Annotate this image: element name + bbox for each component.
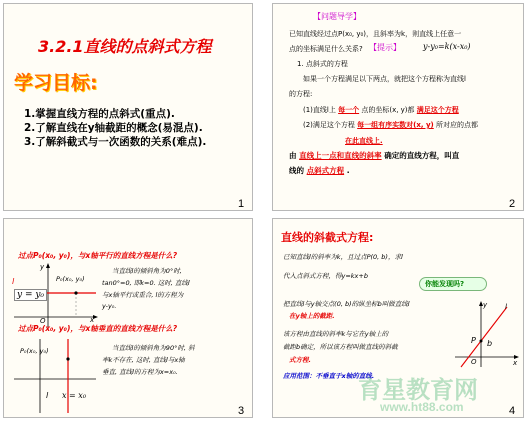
text-line: 点的坐标满足什么关系? <box>289 45 363 53</box>
condition-2 <box>303 120 478 130</box>
point-p0 <box>74 291 77 294</box>
text-line: 把直线l与y轴交点(0, b)的纵坐标b叫做直线l <box>283 300 410 308</box>
learning-goals-heading: 学习目标: <box>14 72 98 94</box>
fill-blank: 在此直线上. <box>345 137 383 145</box>
text-span: 所对应的点都 <box>435 121 478 129</box>
formula: y-y₀=k(x-x₀) <box>423 42 471 51</box>
line-l <box>461 307 507 367</box>
question-tag: 【问题导学】 <box>313 12 361 21</box>
highlight: 点斜式方程 <box>306 166 345 175</box>
text-span: 由 <box>289 151 297 160</box>
text-span: (2)满足这个方程 <box>303 121 355 129</box>
slide-title: 3.2.1直线的点斜式方程 <box>38 37 212 56</box>
section-heading: 1. 点斜式的方程 <box>297 60 348 68</box>
text-line: 代入点斜式方程，得y=kx+b <box>283 272 368 280</box>
equation-label: y = y₀ <box>14 289 47 301</box>
fill-blank: 每一个 <box>338 106 360 114</box>
line-label-l: l <box>46 391 49 400</box>
figure-label-o: O <box>471 358 477 366</box>
text-span: 点的坐标(x, y)都 <box>361 106 415 114</box>
watermark-text: 育星教育网 <box>358 376 478 404</box>
slide-title: 直线的斜截式方程: <box>281 231 374 244</box>
text-span: . <box>346 166 350 175</box>
objective-2: 2.了解直线在y轴截距的概念(易混点). <box>24 122 203 134</box>
watermark-url: www.ht88.com <box>380 400 464 414</box>
callout-text: 你能发现吗? <box>425 280 465 288</box>
highlight: 直线上一点和直线的斜率 <box>299 151 382 160</box>
slide-2-thumbnail[interactable] <box>272 3 524 211</box>
figure-label-y: y <box>483 301 488 309</box>
text-line: 已知直线经过点P(x₀, y₀)，且斜率为k，则直线上任意一 <box>289 30 462 38</box>
text-line: 应用范围：不垂直于x轴的直线. <box>283 372 375 380</box>
axis-label-y: y <box>40 263 45 271</box>
question-2: 过点P₀(x₀, y₀)，与x轴垂直的直线方程是什么? <box>18 324 178 333</box>
equation-label: x = x₀ <box>62 391 87 400</box>
definition-line <box>289 165 350 176</box>
page-number: 4 <box>509 405 516 417</box>
objective-3: 3.了解斜截式与一次函数的关系(难点). <box>24 136 207 148</box>
point-label: P₀(x₀, y₀) <box>20 347 49 355</box>
fill-blank: 每一组有序实数对(x, y) <box>357 121 434 129</box>
objective-1: 1.掌握直线方程的点斜式(重点). <box>24 108 175 120</box>
figure-label-l: l <box>505 303 507 311</box>
slide-3-thumbnail[interactable] <box>3 218 253 418</box>
page-number: 1 <box>238 198 245 210</box>
condition-1 <box>303 105 459 115</box>
point-p0 <box>66 357 69 360</box>
answer-1-line: tan0°=0, 即k=0. 这时, 直线l <box>102 279 190 287</box>
axis-label-x: x <box>90 316 95 324</box>
point-p <box>480 340 483 343</box>
fill-blank: 满足这个方程 <box>416 106 459 114</box>
point-label: P₀(x₀, y₀) <box>56 275 85 283</box>
text-line: 该方程由直线的斜率k与它在y轴上的 <box>283 330 389 338</box>
slope-intercept-figure <box>451 299 521 371</box>
text-line: 式方程. <box>289 356 311 364</box>
text-span: 线的 <box>289 166 304 175</box>
figure-label-x: x <box>513 359 518 367</box>
text-span: 确定的直线方程，叫直 <box>384 151 460 160</box>
question-1: 过点P₀(x₀, y₀)，与x轴平行的直线方程是什么? <box>18 251 178 260</box>
figure-label-b: b <box>487 339 493 348</box>
origin-label: O <box>40 317 46 325</box>
definition-line <box>289 150 459 161</box>
text-span: (1)直线l上 <box>303 106 336 114</box>
hint-tag: 【提示】 <box>369 43 401 52</box>
text-line: 如果一个方程满足以下两点，就把这个方程称为直线l <box>303 75 466 83</box>
text-line: 已知直线l的斜率为k，且过点P(0, b)，求l <box>283 253 403 261</box>
answer-2-line: 当直线l的倾斜角为90°时, 斜 <box>112 344 195 352</box>
page-number: 2 <box>509 198 516 210</box>
text-line: 在y轴上的截距. <box>289 312 335 320</box>
answer-2-line: 率k不存在, 这时, 直线l与x轴 <box>102 356 185 364</box>
text-line: 的方程: <box>289 90 313 98</box>
page-number: 3 <box>238 405 245 417</box>
text-line: 截距b确定，所以该方程叫做直线的斜截 <box>283 343 398 351</box>
y-axis-arrow <box>46 263 50 268</box>
answer-1-line: 与x轴平行或重合, l的方程为 <box>102 291 184 299</box>
answer-2-line: 垂直, 直线l的方程为x=x₀. <box>102 368 178 376</box>
slide-1-thumbnail[interactable] <box>3 3 253 211</box>
figure-label-p: P <box>471 336 476 345</box>
answer-1-line: y-y₀. <box>102 302 117 310</box>
answer-1-line: 当直线l的倾斜角为0°时, <box>112 267 182 275</box>
line-label-l: l <box>12 277 15 286</box>
